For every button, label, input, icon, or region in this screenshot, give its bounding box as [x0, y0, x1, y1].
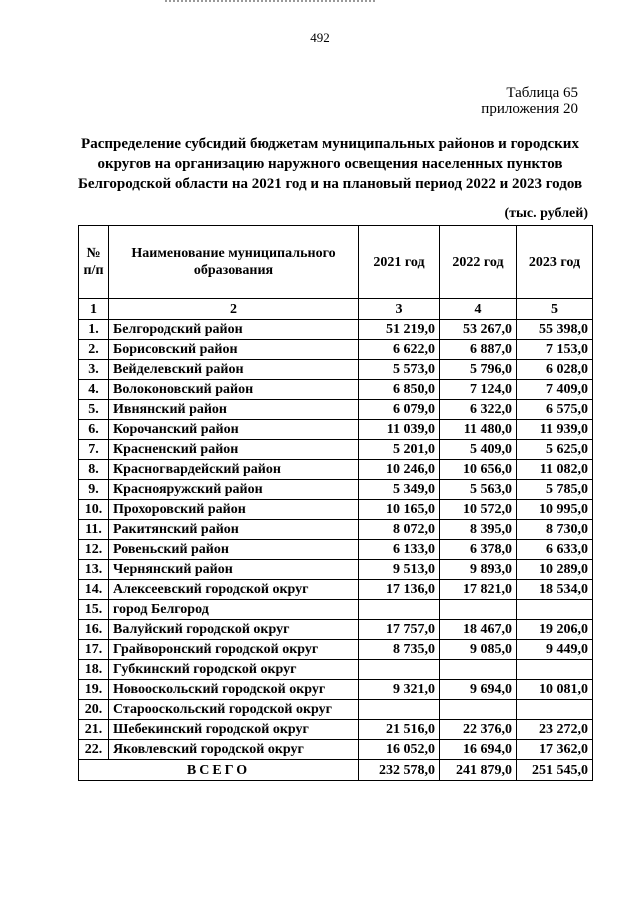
value-2023: 19 206,0 — [517, 620, 593, 640]
value-2021: 10 246,0 — [359, 460, 440, 480]
value-2022: 6 887,0 — [440, 340, 517, 360]
table-row — [79, 660, 593, 680]
header-2022: 2022 год — [440, 226, 517, 299]
value-2022 — [440, 700, 517, 720]
value-2022: 17 821,0 — [440, 580, 517, 600]
column-number: 5 — [517, 299, 593, 320]
municipality-name: Валуйский городской округ — [109, 620, 359, 640]
value-2021: 16 052,0 — [359, 740, 440, 760]
scan-artifact — [165, 0, 375, 5]
table-row — [79, 540, 593, 560]
municipality-name: Ивнянский район — [109, 400, 359, 420]
table-reference-line1: Таблица 65 — [506, 85, 578, 101]
municipality-name: Красногвардейский район — [109, 460, 359, 480]
value-2021: 5 349,0 — [359, 480, 440, 500]
value-2021: 51 219,0 — [359, 320, 440, 340]
value-2021: 9 321,0 — [359, 680, 440, 700]
value-2023: 55 398,0 — [517, 320, 593, 340]
table-row — [79, 620, 593, 640]
table-row — [79, 400, 593, 420]
municipality-name: Грайворонский городской округ — [109, 640, 359, 660]
total-label: ВСЕГО — [79, 760, 359, 781]
value-2021: 9 513,0 — [359, 560, 440, 580]
municipality-name: Борисовский район — [109, 340, 359, 360]
table-header-row — [79, 226, 593, 299]
municipality-name: Красненский район — [109, 440, 359, 460]
column-number: 2 — [109, 299, 359, 320]
value-2023: 18 534,0 — [517, 580, 593, 600]
value-2023: 10 289,0 — [517, 560, 593, 580]
row-number: 15. — [79, 600, 109, 620]
value-2022: 10 656,0 — [440, 460, 517, 480]
row-number: 16. — [79, 620, 109, 640]
table-row — [79, 460, 593, 480]
row-number: 22. — [79, 740, 109, 760]
total-2022: 241 879,0 — [440, 760, 517, 781]
table-row — [79, 700, 593, 720]
value-2022: 6 378,0 — [440, 540, 517, 560]
value-2023: 7 153,0 — [517, 340, 593, 360]
municipality-name: Корочанский район — [109, 420, 359, 440]
column-number: 1 — [79, 299, 109, 320]
header-2023: 2023 год — [517, 226, 593, 299]
value-2022 — [440, 600, 517, 620]
table-row — [79, 380, 593, 400]
column-number: 3 — [359, 299, 440, 320]
value-2021 — [359, 600, 440, 620]
municipality-name: Ракитянский район — [109, 520, 359, 540]
row-number: 13. — [79, 560, 109, 580]
value-2021: 6 622,0 — [359, 340, 440, 360]
row-number: 10. — [79, 500, 109, 520]
value-2021: 17 136,0 — [359, 580, 440, 600]
municipality-name: Губкинский городской округ — [109, 660, 359, 680]
row-number: 1. — [79, 320, 109, 340]
row-number: 11. — [79, 520, 109, 540]
value-2023: 10 081,0 — [517, 680, 593, 700]
value-2021: 6 850,0 — [359, 380, 440, 400]
table-row — [79, 640, 593, 660]
value-2022: 5 409,0 — [440, 440, 517, 460]
municipality-name: город Белгород — [109, 600, 359, 620]
row-number: 9. — [79, 480, 109, 500]
value-2022 — [440, 660, 517, 680]
subsidy-table — [78, 225, 593, 781]
municipality-name: Ровеньский район — [109, 540, 359, 560]
value-2022: 11 480,0 — [440, 420, 517, 440]
value-2021 — [359, 660, 440, 680]
value-2023: 10 995,0 — [517, 500, 593, 520]
value-2021: 21 516,0 — [359, 720, 440, 740]
value-2021: 8 735,0 — [359, 640, 440, 660]
value-2022: 9 694,0 — [440, 680, 517, 700]
table-row — [79, 740, 593, 760]
value-2021: 6 079,0 — [359, 400, 440, 420]
municipality-name: Прохоровский район — [109, 500, 359, 520]
value-2022: 9 085,0 — [440, 640, 517, 660]
value-2021: 5 573,0 — [359, 360, 440, 380]
table-row — [79, 520, 593, 540]
value-2023 — [517, 700, 593, 720]
value-2022: 53 267,0 — [440, 320, 517, 340]
row-number: 6. — [79, 420, 109, 440]
column-number-row — [79, 299, 593, 320]
total-2023: 251 545,0 — [517, 760, 593, 781]
column-number: 4 — [440, 299, 517, 320]
table-row — [79, 680, 593, 700]
value-2023: 11 939,0 — [517, 420, 593, 440]
value-2022: 7 124,0 — [440, 380, 517, 400]
row-number: 18. — [79, 660, 109, 680]
value-2022: 8 395,0 — [440, 520, 517, 540]
header-num: № п/п — [79, 226, 109, 299]
municipality-name: Новооскольский городской округ — [109, 680, 359, 700]
table-reference — [481, 85, 578, 117]
row-number: 8. — [79, 460, 109, 480]
table-row — [79, 580, 593, 600]
row-number: 19. — [79, 680, 109, 700]
row-number: 17. — [79, 640, 109, 660]
table-row — [79, 340, 593, 360]
table-row — [79, 480, 593, 500]
value-2023: 6 633,0 — [517, 540, 593, 560]
row-number: 3. — [79, 360, 109, 380]
table-row — [79, 720, 593, 740]
municipality-name: Шебекинский городской округ — [109, 720, 359, 740]
value-2022: 10 572,0 — [440, 500, 517, 520]
row-number: 4. — [79, 380, 109, 400]
table-row — [79, 320, 593, 340]
header-2021: 2021 год — [359, 226, 440, 299]
value-2021: 5 201,0 — [359, 440, 440, 460]
value-2023 — [517, 600, 593, 620]
value-2022: 18 467,0 — [440, 620, 517, 640]
municipality-name: Алексеевский городской округ — [109, 580, 359, 600]
municipality-name: Волоконовский район — [109, 380, 359, 400]
municipality-name: Чернянский район — [109, 560, 359, 580]
value-2023: 8 730,0 — [517, 520, 593, 540]
value-2023: 5 625,0 — [517, 440, 593, 460]
total-2021: 232 578,0 — [359, 760, 440, 781]
value-2021: 6 133,0 — [359, 540, 440, 560]
municipality-name: Яковлевский городской округ — [109, 740, 359, 760]
row-number: 5. — [79, 400, 109, 420]
row-number: 20. — [79, 700, 109, 720]
value-2023: 6 028,0 — [517, 360, 593, 380]
table-row — [79, 360, 593, 380]
table-row — [79, 500, 593, 520]
value-2022: 5 796,0 — [440, 360, 517, 380]
table-reference-line2: приложения 20 — [481, 101, 578, 117]
table-row — [79, 420, 593, 440]
value-2023: 11 082,0 — [517, 460, 593, 480]
page-number: 492 — [310, 30, 330, 45]
value-2021: 17 757,0 — [359, 620, 440, 640]
value-2022: 6 322,0 — [440, 400, 517, 420]
value-2021: 10 165,0 — [359, 500, 440, 520]
total-row — [79, 760, 593, 781]
value-2023 — [517, 660, 593, 680]
value-2023: 9 449,0 — [517, 640, 593, 660]
value-2023: 5 785,0 — [517, 480, 593, 500]
table-row — [79, 600, 593, 620]
value-2023: 7 409,0 — [517, 380, 593, 400]
row-number: 7. — [79, 440, 109, 460]
value-2022: 16 694,0 — [440, 740, 517, 760]
row-number: 14. — [79, 580, 109, 600]
document-title: Распределение субсидий бюджетам муниципальных районов и городских округов на организацию наружного освещения населенных пунктов Белгородской области на 2021 год и на плановый период 2022 и 2023 годов — [77, 136, 583, 192]
value-2021: 8 072,0 — [359, 520, 440, 540]
row-number: 12. — [79, 540, 109, 560]
value-2021: 11 039,0 — [359, 420, 440, 440]
value-2022: 22 376,0 — [440, 720, 517, 740]
row-number: 21. — [79, 720, 109, 740]
municipality-name: Белгородский район — [109, 320, 359, 340]
value-2022: 5 563,0 — [440, 480, 517, 500]
municipality-name: Вейделевский район — [109, 360, 359, 380]
municipality-name: Старооскольский городской округ — [109, 700, 359, 720]
value-2023: 17 362,0 — [517, 740, 593, 760]
row-number: 2. — [79, 340, 109, 360]
table-row — [79, 560, 593, 580]
value-2022: 9 893,0 — [440, 560, 517, 580]
table-row — [79, 440, 593, 460]
municipality-name: Краснояружский район — [109, 480, 359, 500]
header-name: Наименование муниципального образования — [109, 226, 359, 299]
value-2021 — [359, 700, 440, 720]
value-2023: 23 272,0 — [517, 720, 593, 740]
value-2023: 6 575,0 — [517, 400, 593, 420]
units-label: (тыс. рублей) — [504, 206, 588, 221]
